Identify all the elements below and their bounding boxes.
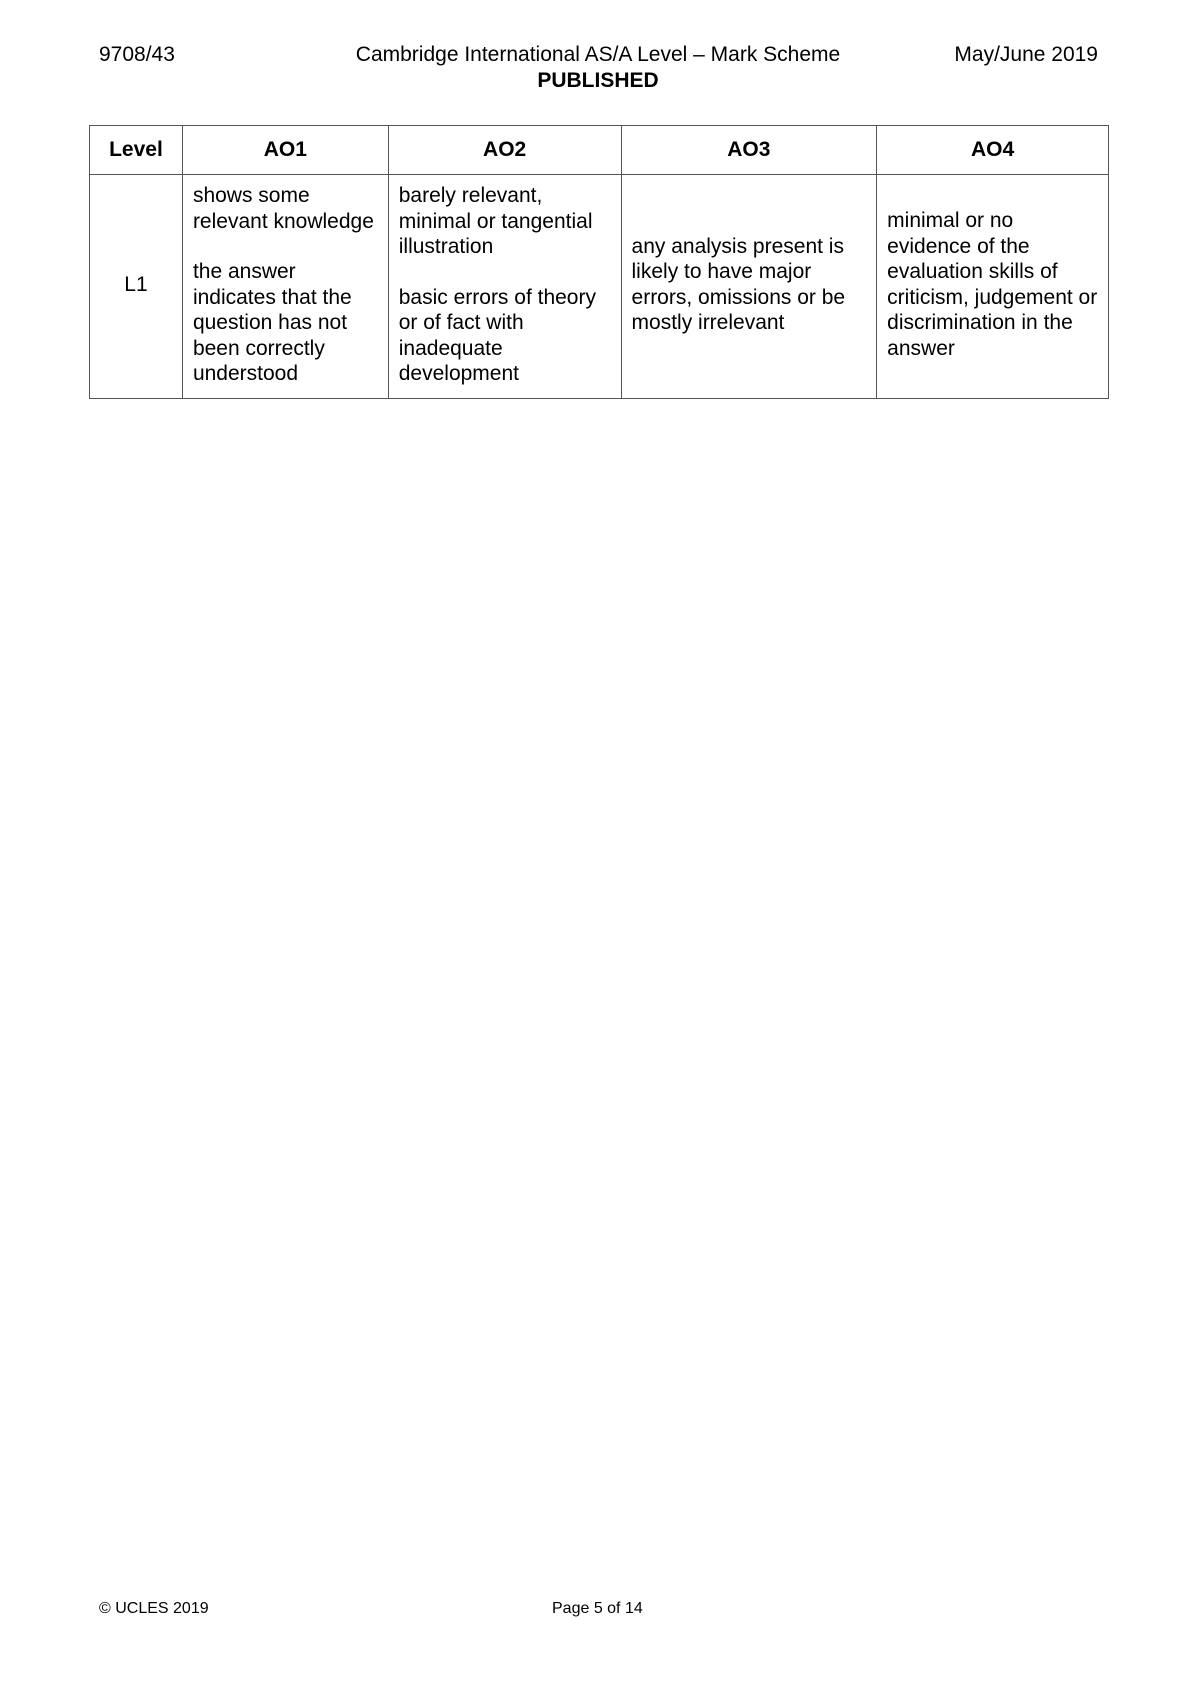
header-ao2: AO2 bbox=[388, 126, 621, 175]
cell-ao3 bbox=[621, 175, 877, 399]
cell-level: L1 bbox=[90, 175, 183, 399]
ao4-descriptor: minimal or no evidence of the evaluation skills of criticism, judgement or discrimination in the answer bbox=[887, 209, 1098, 360]
ao2-descriptor-1: barely relevant, minimal or tangential illustration bbox=[398, 184, 593, 258]
cell-ao1 bbox=[182, 175, 388, 399]
header-ao4: AO4 bbox=[877, 126, 1109, 175]
cell-ao2 bbox=[388, 175, 621, 399]
ao1-descriptor-2: the answer indicates that the question has not been correctly understood bbox=[192, 260, 352, 385]
levels-table bbox=[89, 125, 1109, 399]
exam-session: May/June 2019 bbox=[954, 43, 1098, 66]
header-ao3: AO3 bbox=[621, 126, 877, 175]
paper-code: 9708/43 bbox=[99, 43, 175, 66]
ao1-descriptor-1: shows some relevant knowledge bbox=[192, 184, 374, 233]
ao3-descriptor: any analysis present is likely to have major errors, omissions or be mostly irrelevant bbox=[631, 234, 846, 335]
document-title: Cambridge International AS/A Level – Mark Scheme bbox=[355, 43, 841, 66]
table-row bbox=[90, 175, 1109, 399]
header-ao1: AO1 bbox=[182, 126, 388, 175]
copyright-notice: © UCLES 2019 bbox=[99, 1600, 209, 1617]
ao2-descriptor-2: basic errors of theory or of fact with inadequate development bbox=[398, 285, 596, 385]
page-number: Page 5 of 14 bbox=[552, 1600, 643, 1617]
published-label: PUBLISHED bbox=[537, 69, 659, 92]
header-level: Level bbox=[90, 126, 183, 175]
cell-ao4 bbox=[877, 175, 1109, 399]
document-title-block bbox=[300, 42, 896, 94]
table-header-row bbox=[90, 126, 1109, 175]
